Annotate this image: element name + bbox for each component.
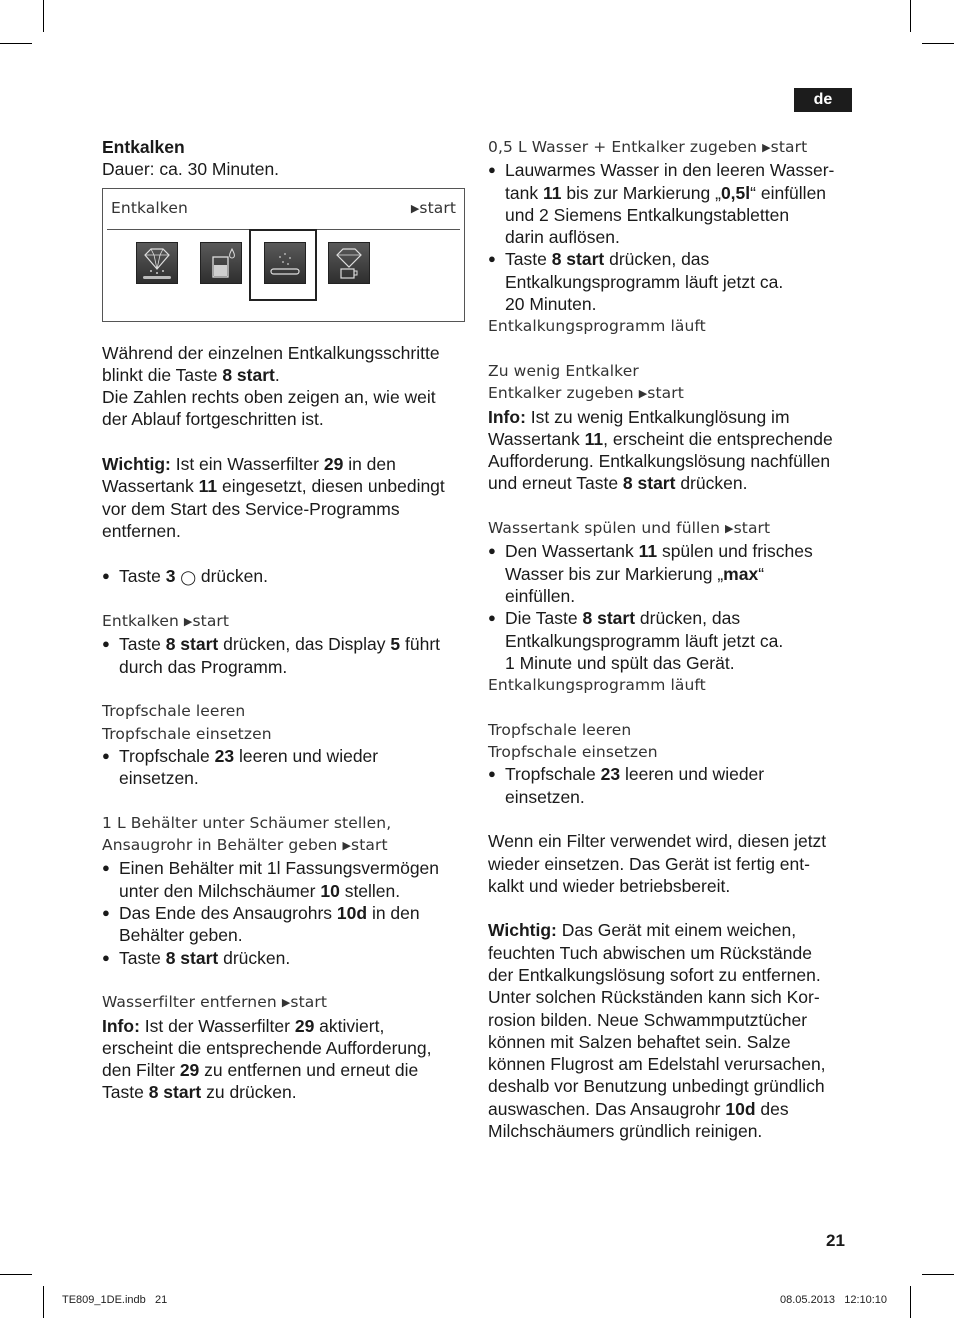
bullet-item: ● Das Ende des Ansaugrohrs 10d in den Behälter geben.: [102, 902, 472, 947]
play-icon: ▶: [342, 839, 352, 853]
section-heading: Entkalken: [102, 137, 185, 157]
crop-mark: [43, 0, 44, 32]
display-message: Ansaugrohr in Behälter geben ▶start: [102, 836, 388, 855]
important-note: Wichtig: Ist ein Wasserfilter 29 in den Wassertank 11 eingesetzt, diesen unbedingt vor dem Start des Service-Programms entfernen.: [102, 454, 445, 541]
footer-file: TE809_1DE.indb 21: [62, 1294, 168, 1306]
crop-mark: [0, 43, 32, 44]
bullet-item: ● Taste 8 start drücken, das Display 5 führt durch das Programm.: [102, 633, 472, 678]
info-note: Info: Ist der Wasserfilter 29 aktiviert, erscheint die entsprechende Aufforderung, den Filter 29 zu entfernen und erneut die Taste 8 start zu drücken.: [102, 1015, 432, 1103]
bullet-item: ● Tropfschale 23 leeren und wieder einsetzen.: [102, 745, 472, 790]
display-message: Entkalkungsprogramm läuft: [488, 317, 706, 336]
steam-icon: ◯: [180, 568, 196, 585]
display-message: Wasserfilter entfernen ▶start: [102, 993, 327, 1012]
display-message: Zu wenig Entkalker: [488, 361, 639, 380]
crop-mark: [922, 43, 954, 44]
paragraph: Wenn ein Filter verwendet wird, diesen jetzt wieder einsetzen. Das Gerät ist fertig ent- kalkt und wieder betriebsbereit.: [488, 831, 827, 896]
paragraph: Die Zahlen rechts oben zeigen an, wie weit der Ablauf fortgeschritten ist.: [102, 387, 436, 430]
play-icon: ▶: [410, 201, 420, 215]
display-message: Tropfschale leeren: [488, 720, 632, 739]
display-panel: [102, 188, 465, 322]
important-note: Wichtig: Das Gerät mit einem weichen, feuchten Tuch abwischen um Rückstände der Entkalkungslösung sofort zu entfernen. Unter solchen Rückständen kann sich Kor- rosion bilden. Neue Schwammputztücher können mit Salzen behaftet sein. Salze können Flugrost am Edelstahl verursachen, deshalb vor Benutzung unbedingt gründlich auswaschen. Das Ansaugrohr 10d des Milchschäumers gründlich reinigen.: [488, 920, 826, 1142]
bullet-item: ● Taste 8 start drücken.: [102, 947, 472, 969]
bullet-item: ● Die Taste 8 start drücken, das Entkalkungsprogramm läuft jetzt ca. 1 Minute und spült das Gerät.: [488, 607, 858, 674]
display-message: Tropfschale einsetzen: [102, 724, 272, 743]
right-column: [488, 136, 858, 1142]
display-message: Tropfschale einsetzen: [488, 743, 658, 762]
display-message: Entkalken ▶start: [102, 612, 230, 631]
paragraph: Während der einzelnen Entkalkungsschritte blinkt die Taste 8 start.: [102, 342, 440, 385]
info-note: Info: Ist zu wenig Entkalkunglösung im Wassertank 11, erscheint die entsprechende Aufforderung. Entkalkungslösung nachfüllen und erneut Taste 8 start drücken.: [488, 406, 833, 494]
bullet-item: ● Einen Behälter mit 1l Fassungsvermögen unter den Milchschäumer 10 stellen.: [102, 857, 472, 902]
play-icon: ▶: [725, 522, 734, 536]
play-icon: ▶: [183, 615, 193, 629]
bullet-item: ● Lauwarmes Wasser in den leeren Wasser- tank 11 bis zur Markierung „0,5l“ einfüllen und 2 Siemens Entkalkungstabletten darin auflösen.: [488, 159, 858, 248]
play-icon: ▶: [638, 387, 648, 401]
decalc-diamond-icon: [136, 242, 178, 284]
display-message: Entkalker zugeben ▶start: [488, 384, 684, 403]
crop-mark: [0, 1274, 32, 1275]
display-message: 0,5 L Wasser + Entkalker zugeben ▶start: [488, 138, 808, 156]
page-number: 21: [826, 1231, 845, 1250]
play-icon: ▶: [281, 996, 291, 1010]
left-column: [102, 136, 472, 1104]
display-message: 1 L Behälter unter Schäumer stellen,: [102, 813, 392, 832]
display-message: Wassertank spülen und füllen ▶start: [488, 519, 771, 538]
bullet-item: ● Tropfschale 23 leeren und wieder einsetzen.: [488, 763, 858, 808]
decalc-tray-icon: [264, 242, 306, 284]
crop-mark: [43, 1286, 44, 1318]
display-title: Entkalken: [111, 198, 188, 217]
language-tab: de: [794, 88, 852, 112]
footer-datetime: 08.05.2013 12:10:10: [780, 1294, 888, 1306]
duration: Dauer: ca. 30 Minuten.: [102, 159, 280, 180]
crop-mark: [910, 0, 911, 32]
play-icon: ▶: [762, 141, 771, 154]
crop-mark: [910, 1286, 911, 1318]
display-start: ▶start: [410, 198, 456, 217]
bullet-item: ● Den Wassertank 11 spülen und frisches Wasser bis zur Markierung „max“ einfüllen.: [488, 540, 858, 607]
bullet-item: ● Taste 8 start drücken, das Entkalkungsprogramm läuft jetzt ca. 20 Minuten.: [488, 248, 858, 315]
bullet-item: ● Taste 3 ◯ drücken.: [102, 565, 472, 588]
display-message: Entkalkungsprogramm läuft: [488, 676, 706, 695]
decalc-cup-icon: [328, 242, 370, 284]
display-message: Tropfschale leeren: [102, 702, 246, 721]
water-glass-icon: [200, 242, 242, 284]
crop-mark: [922, 1274, 954, 1275]
